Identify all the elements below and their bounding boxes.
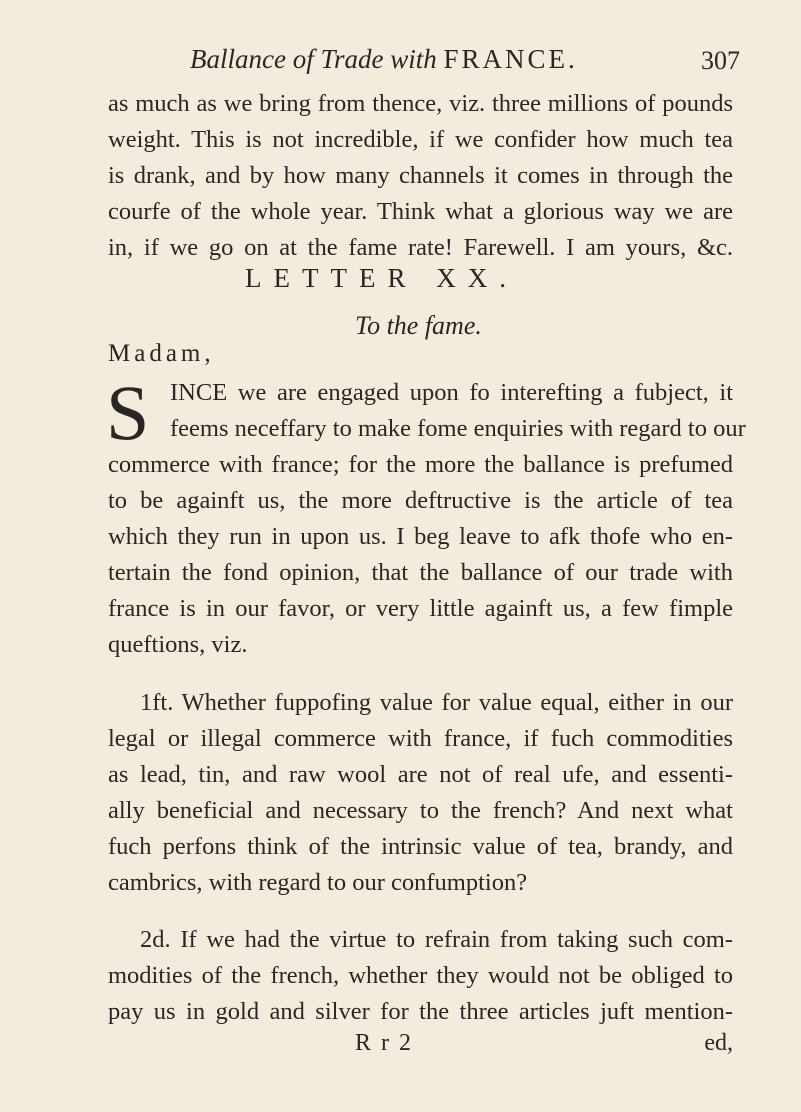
- text-line: france is in our favor, or very little againft us, a few fimple: [108, 595, 733, 622]
- page-number: 307: [701, 46, 740, 75]
- drop-cap: S: [106, 369, 150, 456]
- text-line: pay us in gold and silver for the three articles juft mention-: [108, 998, 733, 1025]
- text-line: weight. This is not incredible, if we confider how much tea: [108, 126, 733, 153]
- salutation: Madam,: [108, 340, 215, 367]
- signature-mark: R r 2: [355, 1030, 413, 1056]
- running-title-italic: Ballance of Trade with: [190, 44, 437, 74]
- text-line: is drank, and by how many channels it comes in through the: [108, 162, 733, 189]
- text-line: in, if we go on at the fame rate! Farewell. I am yours, &c.: [108, 234, 733, 261]
- text-line: modities of the french, whether they would not be obliged to: [108, 962, 733, 989]
- catchword: ed,: [704, 1030, 733, 1056]
- text-line: cambrics, with regard to our confumption?: [108, 869, 528, 896]
- text-line: INCE we are engaged upon fo interefting a fubject, it: [170, 379, 733, 406]
- text-line: which they run in upon us. I beg leave to afk thofe who en-: [108, 523, 733, 550]
- running-title: [190, 44, 578, 75]
- letter-heading: LETTER XX.: [245, 263, 518, 293]
- letter-subheading: To the fame.: [355, 311, 482, 340]
- text-line: ally beneficial and necessary to the french? And next what: [108, 797, 733, 824]
- text-line: commerce with france; for the more the ballance is prefumed: [108, 451, 733, 478]
- text-line: tertain the fond opinion, that the ballance of our trade with: [108, 559, 733, 586]
- running-title-caps: FRANCE.: [443, 44, 578, 74]
- text-line: as lead, tin, and raw wool are not of real ufe, and essenti-: [108, 761, 733, 788]
- running-header: [190, 44, 750, 84]
- text-line: queftions, viz.: [108, 631, 248, 658]
- text-line: courfe of the whole year. Think what a glorious way we are: [108, 198, 733, 225]
- text-line: 2d. If we had the virtue to refrain from taking such com-: [140, 926, 733, 953]
- text-line: as much as we bring from thence, viz. three millions of pounds: [108, 90, 733, 117]
- text-line: feems neceffary to make fome enquiries with regard to our: [170, 415, 746, 442]
- text-line: to be againft us, the more deftructive is the article of tea: [108, 487, 733, 514]
- text-line: legal or illegal commerce with france, if fuch commodities: [108, 725, 733, 752]
- text-line: fuch perfons think of the intrinsic value of tea, brandy, and: [108, 833, 733, 860]
- text-line: 1ft. Whether fuppofing value for value equal, either in our: [140, 689, 733, 716]
